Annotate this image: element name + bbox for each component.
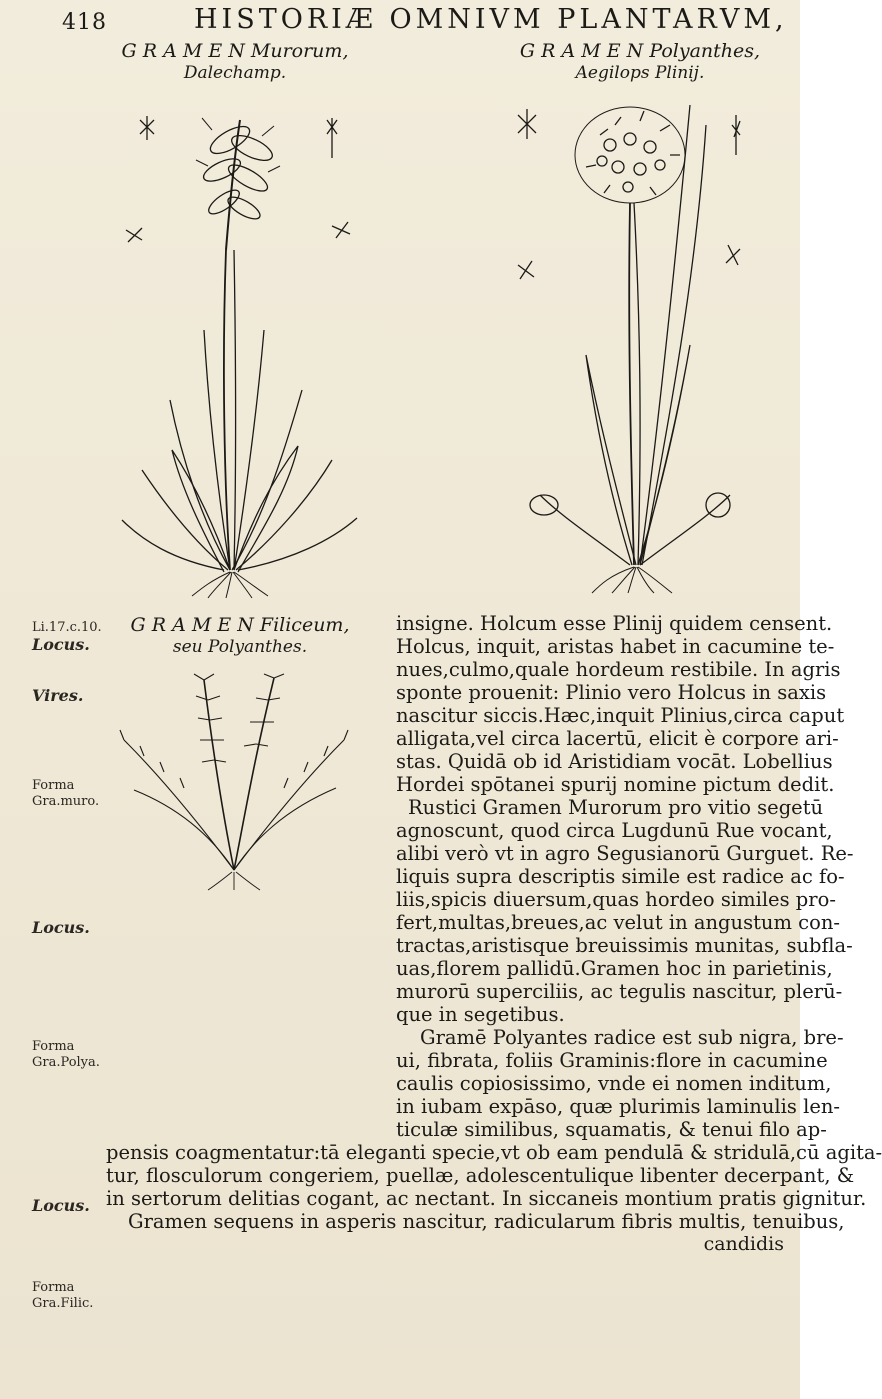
text-line: uas,florem pallidū.Gramen hoc in parietinis,	[396, 957, 833, 980]
running-head: HISTORIÆ OMNIVM PLANTARVM,	[194, 4, 788, 35]
roots	[192, 572, 268, 598]
text-line: agnoscunt, quod circa Lugdunū Rue vocant,	[396, 819, 833, 842]
text-line: nues,culmo,quale hordeum restibile. In agris	[396, 658, 841, 681]
text-line: Gramen sequens in asperis nascitur, radicularum fibris multis, tenuibus,	[128, 1210, 845, 1233]
catchword: candidis	[703, 1233, 784, 1255]
margin-note-locus: Locus.	[32, 1196, 90, 1215]
caption-gramen-filiceum	[110, 614, 370, 658]
margin-note-locus: Locus.	[32, 918, 90, 937]
margin-note-locus: Locus.	[32, 635, 90, 654]
text-line: tractas,aristisque breuissimis munitas, subfla-	[396, 934, 853, 957]
margin-note-forma-polya: Forma Gra.Polya.	[32, 1039, 100, 1070]
culms	[629, 105, 706, 565]
roots	[208, 872, 260, 890]
text-line: que in segetibus.	[396, 1003, 565, 1026]
text-line: caulis copiosissimo, vnde ei nomen inditum,	[396, 1072, 832, 1095]
caption-gramen-murorum	[110, 40, 360, 84]
caption-line-2: Aegilops Plinij.	[575, 63, 705, 83]
culms	[142, 250, 332, 570]
leaves	[540, 345, 730, 565]
caption-line-2: seu Polyanthes.	[172, 637, 308, 657]
woodcut-gramen-filiceum	[104, 660, 364, 890]
text-line: tur, flosculorum congeriem, puellæ, adolescentulique libenter decerpant, &	[106, 1164, 855, 1187]
text-line: Hordei spōtanei spurij nomine pictum dedit.	[396, 773, 835, 796]
leaves	[122, 446, 357, 572]
margin-note-vires: Vires.	[32, 686, 84, 705]
panicle	[196, 118, 280, 250]
caption-line-1: G R A M E N Polyanthes,	[519, 40, 761, 62]
text-line: liis,spicis diuersum,quas hordeo similes pro-	[396, 888, 836, 911]
page-number: 418	[62, 10, 107, 35]
caption-gramen-polyanthes	[490, 40, 790, 84]
caption-line-1: G R A M E N Murorum,	[121, 40, 349, 62]
margin-note-forma-muro: Forma Gra.muro.	[32, 778, 100, 809]
text-line: in sertorum delitias cogant, ac nectant. In siccaneis montium pratis gignitur.	[106, 1187, 867, 1210]
woodcut-gramen-polyanthes	[500, 95, 770, 595]
text-line: Gramē Polyantes radice est sub nigra, bre-	[420, 1026, 844, 1049]
text-line: insigne. Holcum esse Plinij quidem censent.	[396, 612, 833, 635]
text-line: stas. Quidā ob id Aristidiam vocāt. Lobellius	[396, 750, 833, 773]
margin-note-forma-filic: Forma Gra.Filic.	[32, 1280, 94, 1311]
text-line: pensis coagmentatur:tā eleganti specie,vt ob eam pendulā & stridulā,cū agita-	[106, 1141, 882, 1164]
text-line: sponte prouenit: Plinio vero Holcus in saxis	[396, 681, 827, 704]
caption-line-2: Dalechamp.	[183, 63, 287, 83]
text-line: murorū superciliis, ac tegulis nascitur, plerū-	[396, 980, 843, 1003]
text-line: ui, fibrata, foliis Graminis:flore in cacumine	[396, 1049, 828, 1072]
panicle	[575, 107, 685, 203]
fronds	[120, 674, 348, 870]
woodcut-gramen-murorum	[112, 100, 372, 600]
text-line: in iubam expāso, quæ plurimis laminulis len-	[396, 1095, 841, 1118]
text-line: alibi verò vt in agro Segusianorū Gurguet. Re-	[396, 842, 854, 865]
roots	[592, 567, 672, 593]
text-line: Holcus, inquit, aristas habet in cacumine te-	[396, 635, 835, 658]
text-line: nascitur siccis.Hæc,inquit Plinius,circa caput	[396, 704, 845, 727]
caption-line-1: G R A M E N Filiceum,	[130, 614, 350, 636]
text-line: fert,multas,breues,ac velut in angustum con-	[396, 911, 840, 934]
text-line: alligata,vel circa lacertū, elicit è corpore ari-	[396, 727, 839, 750]
text-line: ticulæ similibus, squamatis, & tenui filo ap-	[396, 1118, 827, 1141]
text-line: liquis supra descriptis simile est radice ac fo-	[396, 865, 845, 888]
margin-note-reference: Li.17.c.10.	[32, 620, 102, 635]
text-line: Rustici Gramen Murorum pro vitio segetū	[408, 796, 824, 819]
